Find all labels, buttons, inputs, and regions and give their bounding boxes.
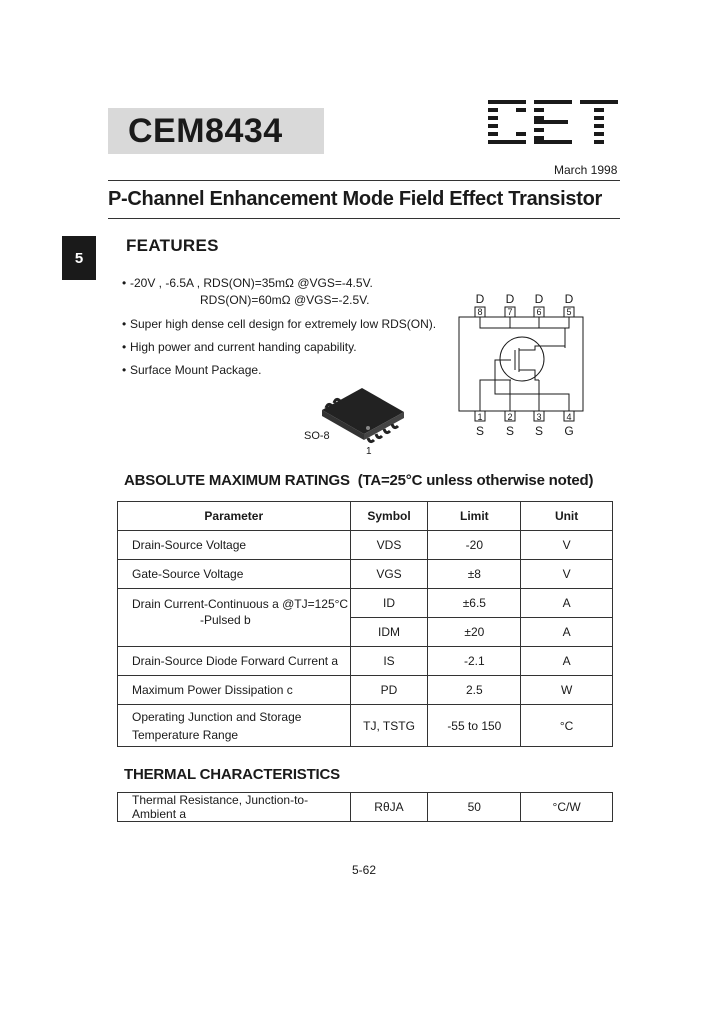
pin-one-label: 1 [366,446,372,457]
column-header: Limit [428,502,521,531]
thermal-heading: THERMAL CHARACTERISTICS [124,766,340,783]
table-row [118,705,613,747]
pin-number: 3 [536,412,542,422]
divider [108,218,620,219]
column-header: Unit [521,502,613,531]
parameter-cell: Drain-Source Diode Forward Current a [118,647,351,676]
table-row [118,560,613,589]
unit-cell: V [521,531,613,560]
table-row [118,531,613,560]
pin-number: 2 [507,412,513,422]
parameter-cell: Gate-Source Voltage [118,560,351,589]
symbol-cell: IDM [350,618,428,647]
pin-label: S [505,424,515,438]
unit-cell: °C/W [521,793,613,822]
unit-cell: °C [521,705,613,747]
table-row [118,676,613,705]
symbol-cell: TJ, TSTG [350,705,428,747]
pin-label: G [564,424,574,438]
unit-cell: W [521,676,613,705]
pin-number: 4 [566,412,572,422]
symbol-cell: VDS [350,531,428,560]
page-title: P-Channel Enhancement Mode Field Effect Transistor [108,188,602,210]
feature-item: • Super high dense cell design for extremely low RDS(ON). [122,317,437,331]
pin-number: 6 [536,307,542,317]
thermal-table [117,792,613,822]
divider [108,180,620,181]
table-row [118,589,613,618]
feature-item: • -20V , -6.5A , RDS(ON)=35mΩ @VGS=-4.5V. [122,276,373,290]
limit-cell: -20 [428,531,521,560]
parameter-cell: Thermal Resistance, Junction-to-Ambient a [118,793,351,822]
symbol-cell: PD [350,676,428,705]
limit-cell: ±20 [428,618,521,647]
feature-item: • Surface Mount Package. [122,363,262,377]
date: March 1998 [554,163,618,177]
pin-label: S [534,424,544,438]
limit-cell: -55 to 150 [428,705,521,747]
features-heading: FEATURES [126,236,219,255]
unit-cell: A [521,589,613,618]
pin-number: 8 [477,307,483,317]
limit-cell: ±8 [428,560,521,589]
so8-package-drawing [318,384,410,444]
column-header: Symbol [350,502,428,531]
unit-cell: V [521,560,613,589]
symbol-cell: ID [350,589,428,618]
pin-number: 7 [507,307,513,317]
limit-cell: 50 [428,793,521,822]
page-number: 5-62 [352,863,377,877]
pin-label: D [475,292,485,306]
limit-cell: -2.1 [428,647,521,676]
feature-item: • High power and current handing capability. [122,340,357,354]
table-header-row [118,502,613,531]
symbol-cell: VGS [350,560,428,589]
limit-cell: ±6.5 [428,589,521,618]
limit-cell: 2.5 [428,676,521,705]
part-number: CEM8434 [128,112,283,150]
package-label: SO-8 [304,430,330,442]
symbol-cell: IS [350,647,428,676]
parameter-cell: Maximum Power Dissipation c [118,676,351,705]
pin-label: S [475,424,485,438]
table-row [118,647,613,676]
pin-number: 5 [566,307,572,317]
abs-max-table [117,501,613,747]
pin-number: 1 [477,412,483,422]
pin-label: D [505,292,515,306]
abs-max-heading: ABSOLUTE MAXIMUM RATINGS (TA=25°C unless otherwise noted) [124,472,594,489]
brand-logo [486,98,620,150]
pin-label: D [564,292,574,306]
parameter-cell: Drain Current-Continuous a @TJ=125°C -Pulsed b [118,589,351,647]
unit-cell: A [521,647,613,676]
section-tab: 5 [62,236,96,280]
pin-label: D [534,292,544,306]
column-header: Parameter [118,502,351,531]
parameter-cell: Drain-Source Voltage [118,531,351,560]
pinout-diagram [455,290,585,440]
table-row [118,793,613,822]
unit-cell: A [521,618,613,647]
parameter-cell: Operating Junction and Storage Temperature Range [118,705,351,747]
feature-item-continuation: RDS(ON)=60mΩ @VGS=-2.5V. [200,293,370,307]
symbol-cell: RθJA [350,793,428,822]
